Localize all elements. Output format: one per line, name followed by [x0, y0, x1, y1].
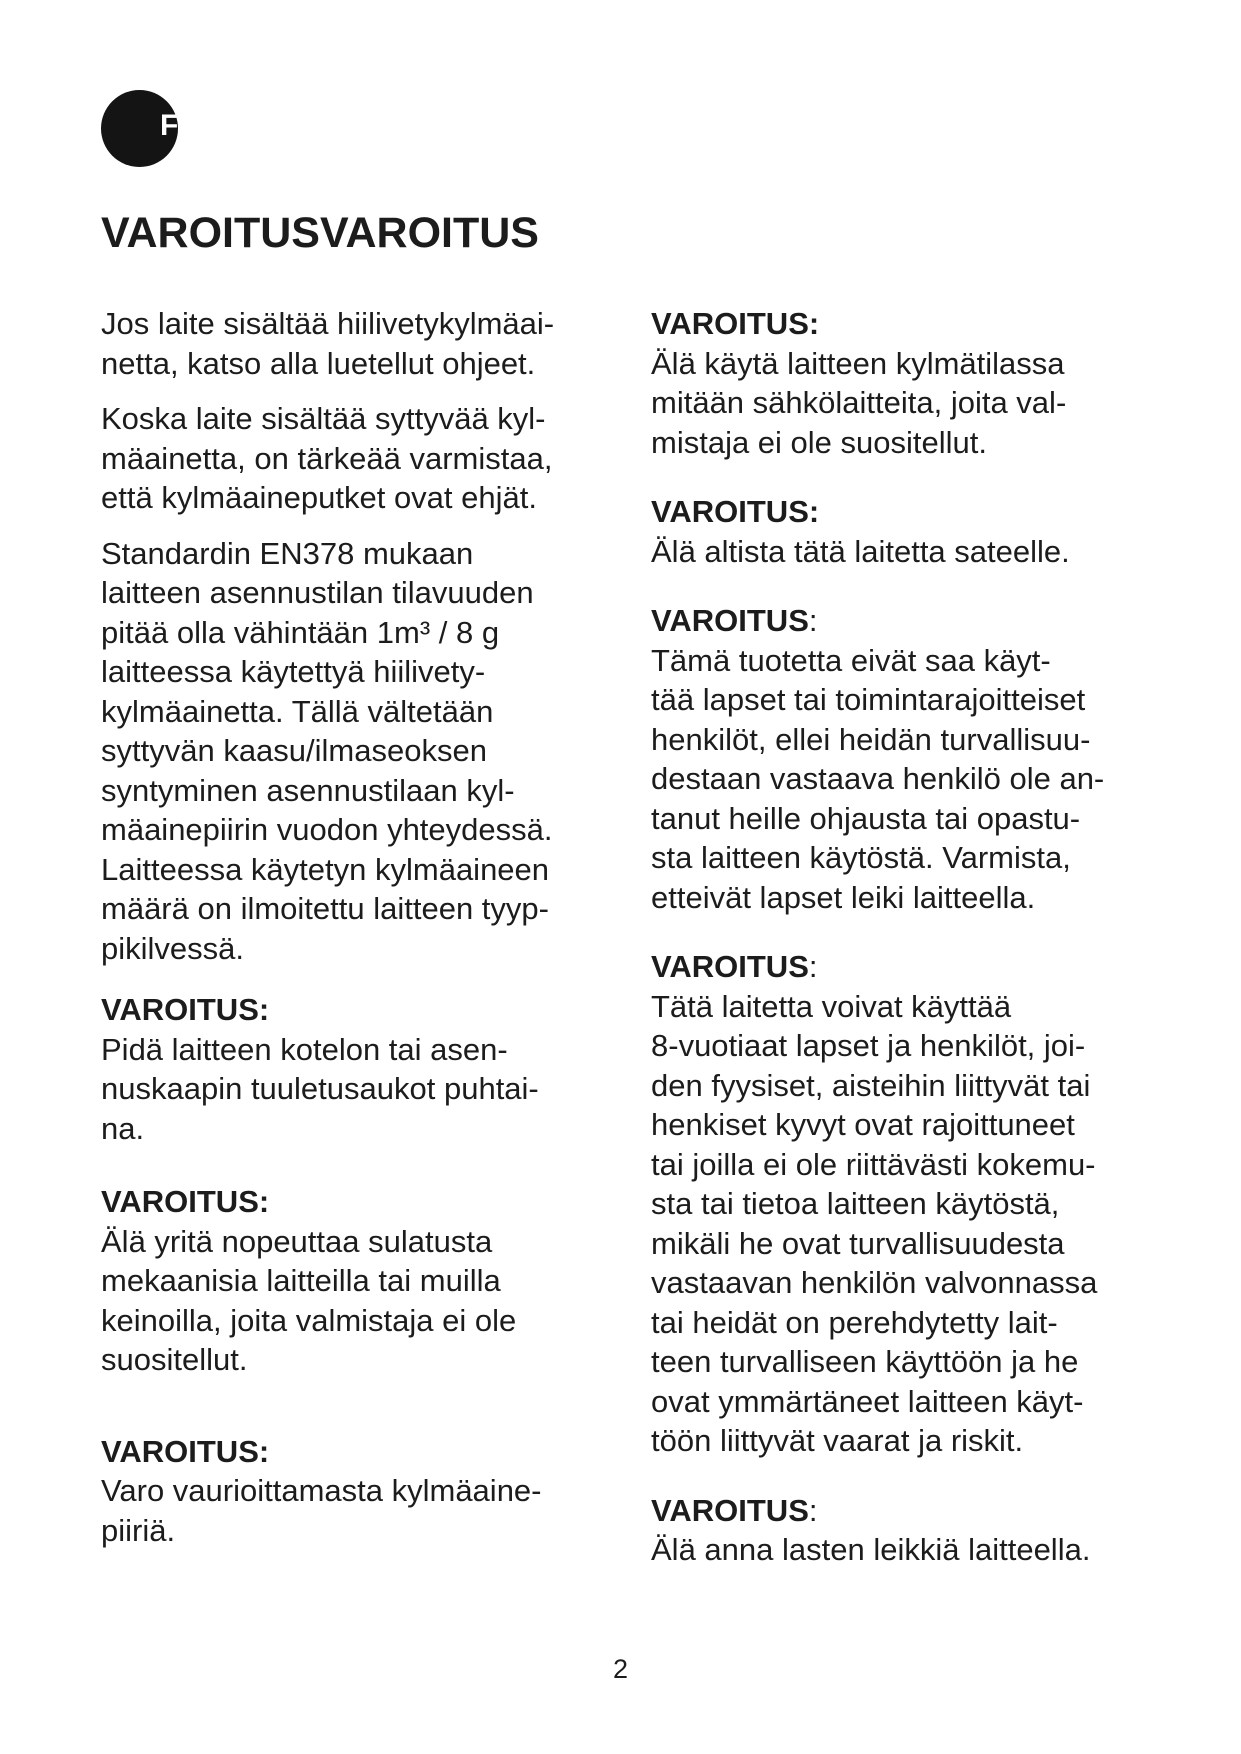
warning-ventilation [101, 990, 621, 1148]
warning-electrical [651, 304, 1151, 462]
warning-text: Älä altista tätä laitetta sateelle. [651, 533, 1070, 569]
warning-text: Tätä laitetta voivat käyttää 8-vuotiaat lapset ja henkilöt, joi- den fyysiset, aisteihin liittyvät tai henkiset kyvyt ovat rajoittuneet tai joilla ei ole riittävästi kokemu- sta tai tietoa laitteen käytöstä, mikäli he ovat turvallisuudesta vastaavan henkilön valvonnassa tai heidät on perehdytetty lait- teen turvalliseen käyttöön ja he ovat ymmärtäneet laitteen käyt- töön liittyvät vaarat ja riskit. [651, 988, 1098, 1458]
warning-usage-eligibility [651, 947, 1151, 1461]
warning-heading: VAROITUS: [651, 1492, 818, 1528]
warning-heading: VAROITUS: [651, 949, 818, 984]
warning-rain [651, 492, 1151, 571]
warning-heading: VAROITUS: [651, 494, 820, 529]
left-column [101, 304, 621, 1550]
warning-text: Tämä tuotetta eivät saa käyt- tää lapset tai toimintarajoitteiset henkilöt, ellei heidän turvallisuu- destaan vastaava henkilö ole an- tanut heille ohjausta tai opastu- sta laitteen käytöstä. Varmista, etteivät lapset leiki laitteella. [651, 642, 1105, 915]
warning-heading: VAROITUS: [101, 1433, 270, 1469]
warning-text: Älä käytä laitteen kylmätilassa mitään sähkölaitteita, joita val- mistaja ei ole suositellut. [651, 345, 1067, 460]
page-title: VAROITUSVAROITUS [101, 209, 539, 257]
warning-text: Älä yritä nopeuttaa sulatusta mekaanisia laitteilla tai muilla keinoilla, joita valmistaja ei ole suositellut. [101, 1223, 517, 1377]
warning-heading: VAROITUS: [101, 1184, 270, 1219]
refrigerant-paragraph: Koska laite sisältää syttyvää kyl- mäainetta, on tärkeää varmistaa, että kylmäaineputket ovat ehjät. [101, 401, 553, 515]
warning-heading: VAROITUS: [651, 306, 820, 341]
warning-text: Älä anna lasten leikkiä laitteella. [651, 1532, 1091, 1567]
intro-paragraph: Jos laite sisältää hiilivetykylmäai- netta, katso alla luetellut ohjeet. [101, 306, 555, 381]
warning-defrost [101, 1182, 621, 1380]
warning-text: Pidä laitteen kotelon tai asen- nuskaapin tuuletusaukot puhtai- na. [101, 1031, 539, 1146]
warning-children-play [651, 1491, 1151, 1570]
warning-heading: VAROITUS: [651, 603, 818, 638]
standard-paragraph: Standardin EN378 mukaan laitteen asennustilan tilavuuden pitää olla vähintään 1m³ / 8 g laitteessa käytettyä hiilivety- kylmäainetta. Tällä vältetään syttyvän kaasu/ilmaseoksen syntyminen asennustilaan kyl- mäainepiirin vuodon yhteydessä. Laitteessa käytetyn kylmäaineen määrä on ilmoitettu laitteen tyyp- pikilvessä. [101, 535, 553, 966]
page-number: 2 [612, 1654, 629, 1684]
warning-circuit [101, 1432, 621, 1551]
warning-heading: VAROITUS: [101, 992, 270, 1027]
warning-text: Varo vaurioittamasta kylmäaine- piiriä. [101, 1473, 542, 1548]
language-badge-letter: F [160, 109, 179, 142]
right-column [651, 304, 1151, 1570]
warning-children-supervision [651, 601, 1151, 917]
